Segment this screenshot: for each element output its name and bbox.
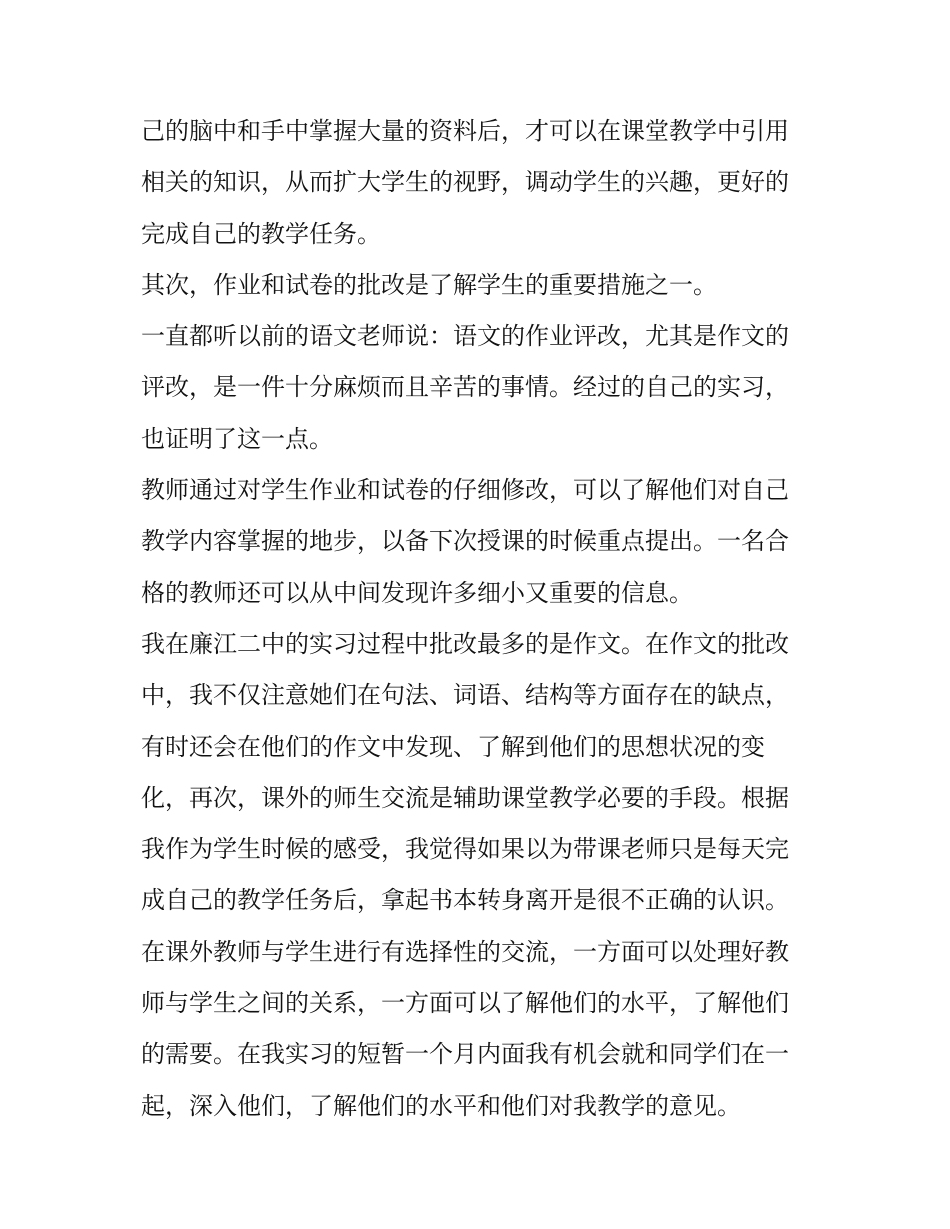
text-line-4: 其次，作业和试卷的批改是了解学生的重要措施之一。 bbox=[141, 270, 717, 299]
text-line-16: 成自己的教学任务后，拿起书本转身离开是很不正确的认识。 bbox=[141, 886, 789, 915]
text-line-17: 在课外教师与学生进行有选择性的交流，一方面可以处理好教 bbox=[141, 937, 789, 966]
text-line-2: 相关的知识，从而扩大学生的视野，调动学生的兴趣，更好的 bbox=[141, 168, 789, 197]
text-line-15: 我作为学生时候的感受，我觉得如果以为带课老师只是每天完 bbox=[141, 835, 789, 864]
text-line-5: 一直都听以前的语文老师说：语文的作业评改，尤其是作文的 bbox=[141, 322, 789, 351]
text-line-20: 起，深入他们，了解他们的水平和他们对我教学的意见。 bbox=[141, 1091, 741, 1120]
text-line-18: 师与学生之间的关系，一方面可以了解他们的水平，了解他们 bbox=[141, 989, 789, 1018]
text-line-19: 的需要。在我实习的短暂一个月内面我有机会就和同学们在一 bbox=[141, 1040, 789, 1069]
text-line-13: 有时还会在他们的作文中发现、了解到他们的思想状况的变 bbox=[141, 732, 765, 761]
body-text bbox=[141, 106, 813, 1132]
text-line-8: 教师通过对学生作业和试卷的仔细修改，可以了解他们对自己 bbox=[141, 476, 789, 505]
text-line-1: 己的脑中和手中掌握大量的资料后，才可以在课堂教学中引用 bbox=[141, 117, 789, 145]
text-line-12: 中，我不仅注意她们在句法、词语、结构等方面存在的缺点， bbox=[141, 681, 789, 710]
text-line-11: 我在廉江二中的实习过程中批改最多的是作文。在作文的批改 bbox=[141, 629, 789, 658]
text-line-10: 格的教师还可以从中间发现许多细小又重要的信息。 bbox=[141, 578, 693, 607]
text-line-3: 完成自己的教学任务。 bbox=[141, 219, 381, 248]
text-line-6: 评改，是一件十分麻烦而且辛苦的事情。经过的自己的实习， bbox=[141, 373, 789, 402]
text-line-9: 教学内容掌握的地步，以备下次授课的时候重点提出。一名合 bbox=[141, 527, 789, 556]
text-line-14: 化，再次，课外的师生交流是辅助课堂教学必要的手段。根据 bbox=[141, 783, 789, 812]
text-line-7: 也证明了这一点。 bbox=[141, 424, 333, 453]
